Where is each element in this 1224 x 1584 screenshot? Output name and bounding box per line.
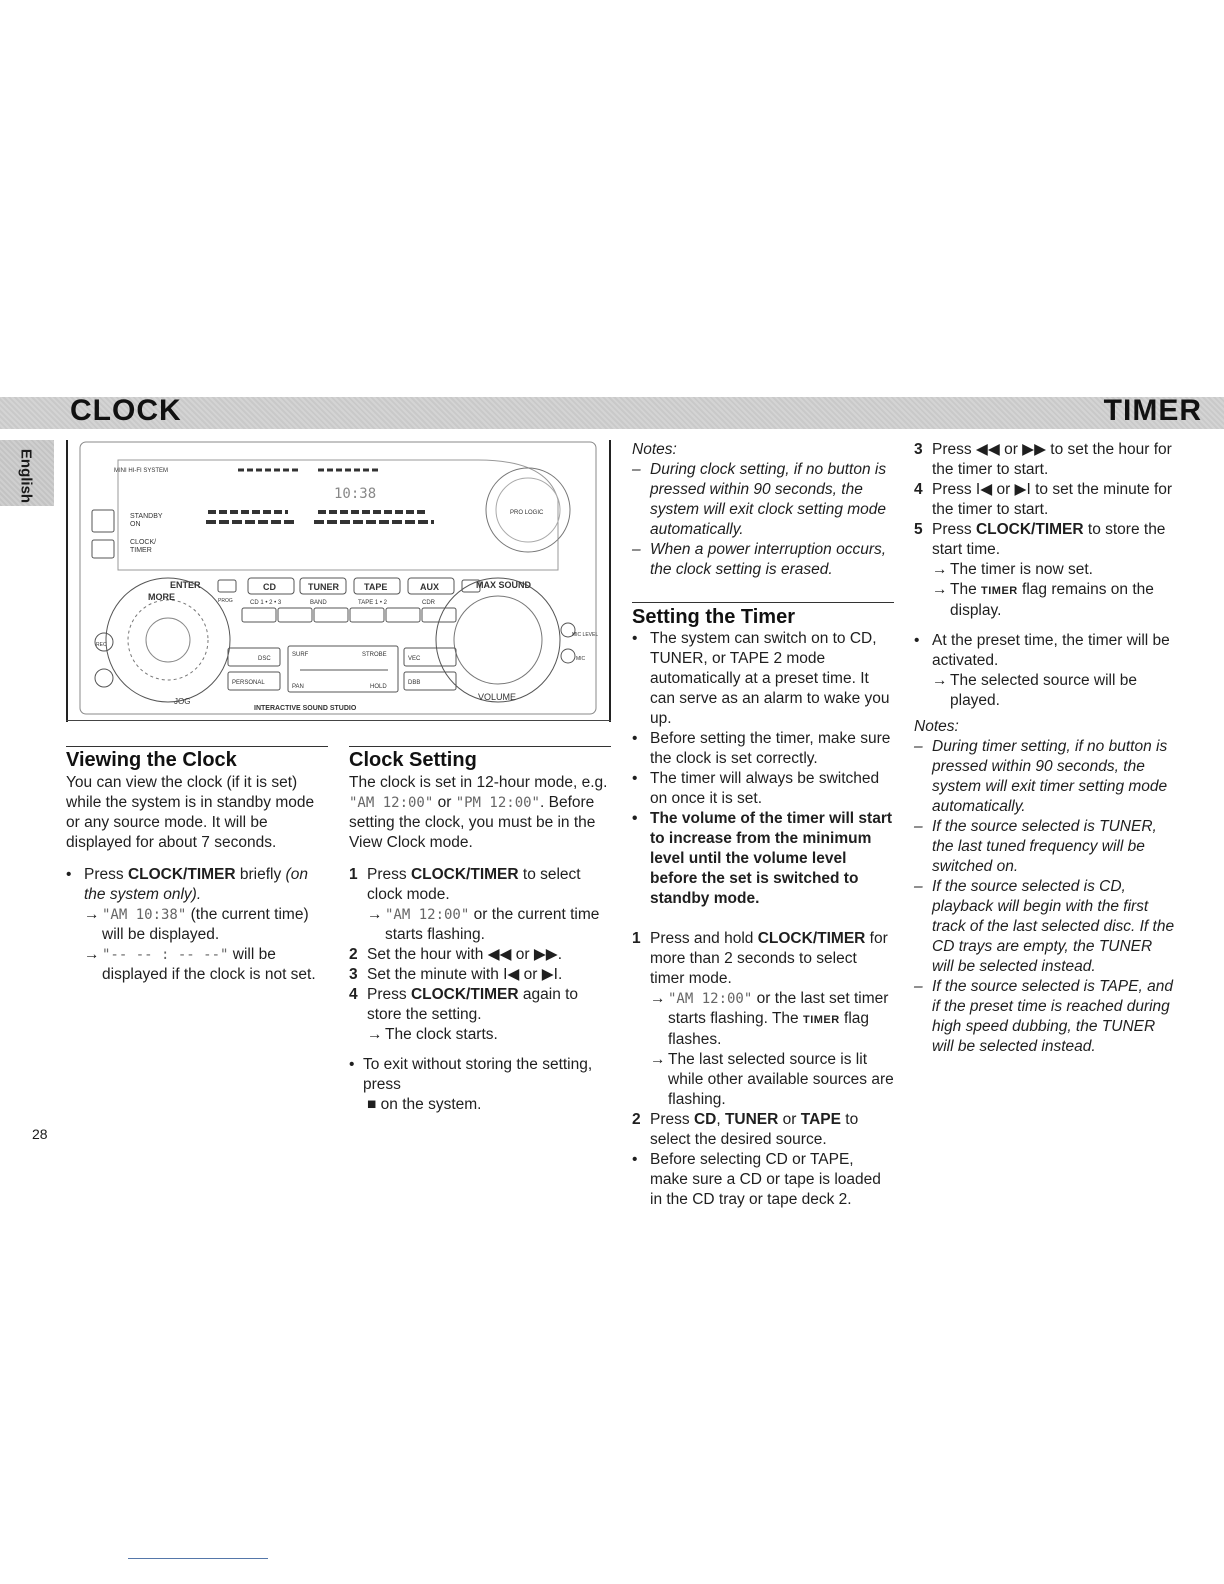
device-mic-level: MIC LEVEL (572, 632, 598, 638)
device-hold: HOLD (370, 684, 387, 690)
timer-activated-bullet: • At the preset time, the timer will be activated. (914, 632, 1170, 669)
timer-bullet-4: • The volume of the timer will start to increase from the minimum level until the volume level before the set is switched to standby mode. (632, 810, 893, 907)
setting-exit-2: ■ on the system. (367, 1096, 482, 1113)
timer-step-5-arrow-1: → The timer is now set. (932, 561, 1093, 578)
timer-section (632, 440, 894, 1210)
device-brand: MINI HI-FI SYSTEM (114, 468, 168, 474)
setting-rule (349, 746, 611, 747)
device-jog: JOG (174, 697, 191, 706)
device-prog: PROG (218, 598, 233, 604)
device-rec: REC (96, 642, 107, 648)
timer-title: TIMER (1103, 394, 1202, 427)
timer-step-3: 3 Press ◀◀ or ▶▶ to set the hour for the timer to start. (914, 441, 1172, 478)
device-aux-button: AUX (420, 582, 440, 592)
device-tuner-button: TUNER (308, 582, 339, 592)
page-number: 28 (32, 1126, 48, 1142)
notes2-item-1: – During timer setting, if no button is pressed within 90 seconds, the system will exit timer setting mode automatically. (914, 738, 1168, 815)
setting-step-4: 4 Press CLOCK/TIMER again to store the setting. (349, 986, 579, 1023)
device-cd-button: CD (263, 582, 276, 592)
setting-section (349, 748, 611, 1115)
device-enter: ENTER (170, 580, 201, 590)
viewing-rule (66, 746, 328, 747)
timer-bullet-3: • The timer will always be switched on once it is set. (632, 770, 880, 807)
timer-rule (632, 602, 894, 603)
language-label: English (17, 448, 35, 504)
device-display-time: 10:38 (334, 486, 377, 502)
notes1-label: Notes: (632, 441, 677, 458)
device-cdr: CDR (422, 600, 435, 606)
device-personal: PERSONAL (232, 680, 265, 686)
device-more: MORE (148, 592, 175, 602)
setting-step-4-arrow: → The clock starts. (367, 1026, 498, 1043)
timer-continued-section (914, 440, 1176, 1057)
setting-exit: • To exit without storing the setting, press (349, 1056, 593, 1093)
device-interactive: INTERACTIVE SOUND STUDIO (254, 705, 357, 712)
device-cd-sub: CD 1 • 2 • 3 (250, 600, 282, 606)
header-band (0, 394, 1224, 429)
timer-step-5: 5 Press CLOCK/TIMER to store the start time. (914, 521, 1166, 558)
timer-step-4: 4 Press I◀ or ▶I to set the minute for the timer to start. (914, 481, 1173, 518)
device-timer-label: TIMER (130, 547, 152, 554)
setting-step-1: 1 Press CLOCK/TIMER to select clock mode. (349, 866, 581, 903)
notes2-item-3: – If the source selected is CD, playback will begin with the first track of the last selected disc. If the CD trays are empty, the TUNER will be selected instead. (914, 878, 1175, 975)
device-tape-sub: TAPE 1 • 2 (358, 600, 388, 606)
timer-activated-arrow: → The selected source will be played. (932, 672, 1137, 709)
language-tab (0, 440, 54, 506)
device-clock-label: CLOCK/ (130, 539, 157, 546)
device-vec: VEC (408, 656, 421, 662)
column-divider (609, 440, 611, 722)
device-standby-label: STANDBY (130, 513, 163, 520)
device-surf: SURF (292, 652, 309, 658)
setting-step-3: 3 Set the minute with I◀ or ▶I. (349, 966, 563, 983)
setting-step-1-arrow: → "AM 12:00" or the current time starts flashing. (367, 906, 600, 943)
column-divider (66, 440, 68, 722)
timer-step-1-arrow-1: → "AM 12:00" or the last set timer starts flashing. The TIMER flag flashes. (650, 990, 889, 1048)
device-volume: VOLUME (478, 692, 517, 702)
timer-step-1: 1 Press and hold CLOCK/TIMER for more than 2 seconds to select timer mode. (632, 930, 888, 987)
notes2-item-2: – If the source selected is TUNER, the last tuned frequency will be switched on. (914, 818, 1157, 875)
timer-step-2-bullet: • Before selecting CD or TAPE, make sure a CD or tape is loaded in the CD tray or tape deck 2. (632, 1151, 881, 1208)
device-mic: MIC (576, 656, 586, 662)
timer-bullet-1: • The system can switch on to CD, TUNER, or TAPE 2 mode automatically at a preset time. It can serve as an alarm to wake you up. (632, 630, 890, 727)
device-pro-logic: PRO LOGIC (510, 510, 544, 516)
viewing-title: Viewing the Clock (66, 749, 237, 771)
device-illustration (78, 440, 598, 722)
timer-setting-title: Setting the Timer (632, 606, 795, 628)
device-strobe: STROBE (362, 652, 387, 658)
notes1-item-2: – When a power interruption occurs, the clock setting is erased. (632, 541, 887, 578)
notes1-item-1: – During clock setting, if no button is pressed within 90 seconds, the system will exit clock setting mode automatically. (632, 461, 887, 538)
device-tape-button: TAPE (364, 582, 388, 592)
timer-step-2: 2 Press CD, TUNER or TAPE to select the desired source. (632, 1111, 859, 1148)
setting-title: Clock Setting (349, 749, 477, 771)
device-pan: PAN (292, 684, 304, 690)
device-on-label: ON (130, 521, 141, 528)
viewing-arrow-1: → "AM 10:38" (the current time) will be displayed. (84, 906, 309, 943)
device-max-sound: MAX SOUND (476, 580, 532, 590)
viewing-arrow-2: → "-- -- : -- --" will be displayed if the clock is not set. (84, 946, 316, 983)
viewing-section (66, 748, 328, 985)
viewing-intro: You can view the clock (if it is set) while the system is in standby mode or any source mode. It will be displayed for about 7 seconds. (66, 774, 315, 851)
timer-step-5-arrow-2: → The TIMER flag remains on the display. (932, 581, 1154, 619)
viewing-bullet: • Press CLOCK/TIMER briefly (on the system only). (66, 866, 308, 903)
notes2-item-4: – If the source selected is TAPE, and if the preset time is reached during high speed dubbing, the TUNER will be selected instead. (914, 978, 1173, 1055)
footer-line (128, 1558, 268, 1559)
clock-title: CLOCK (70, 394, 182, 427)
timer-step-1-arrow-2: → The last selected source is lit while other available sources are flashing. (650, 1051, 894, 1108)
setting-intro: The clock is set in 12-hour mode, e.g. "AM 12:00" or "PM 12:00". Before setting the clock, you must be in the View Clock mode. (349, 774, 608, 851)
device-dsc: DSC (258, 656, 271, 662)
device-band: BAND (310, 600, 327, 606)
timer-bullet-2: • Before setting the timer, make sure the clock is set correctly. (632, 730, 891, 767)
device-dbb: DBB (408, 680, 421, 686)
notes2-label: Notes: (914, 718, 959, 735)
setting-step-2: 2 Set the hour with ◀◀ or ▶▶. (349, 946, 563, 963)
